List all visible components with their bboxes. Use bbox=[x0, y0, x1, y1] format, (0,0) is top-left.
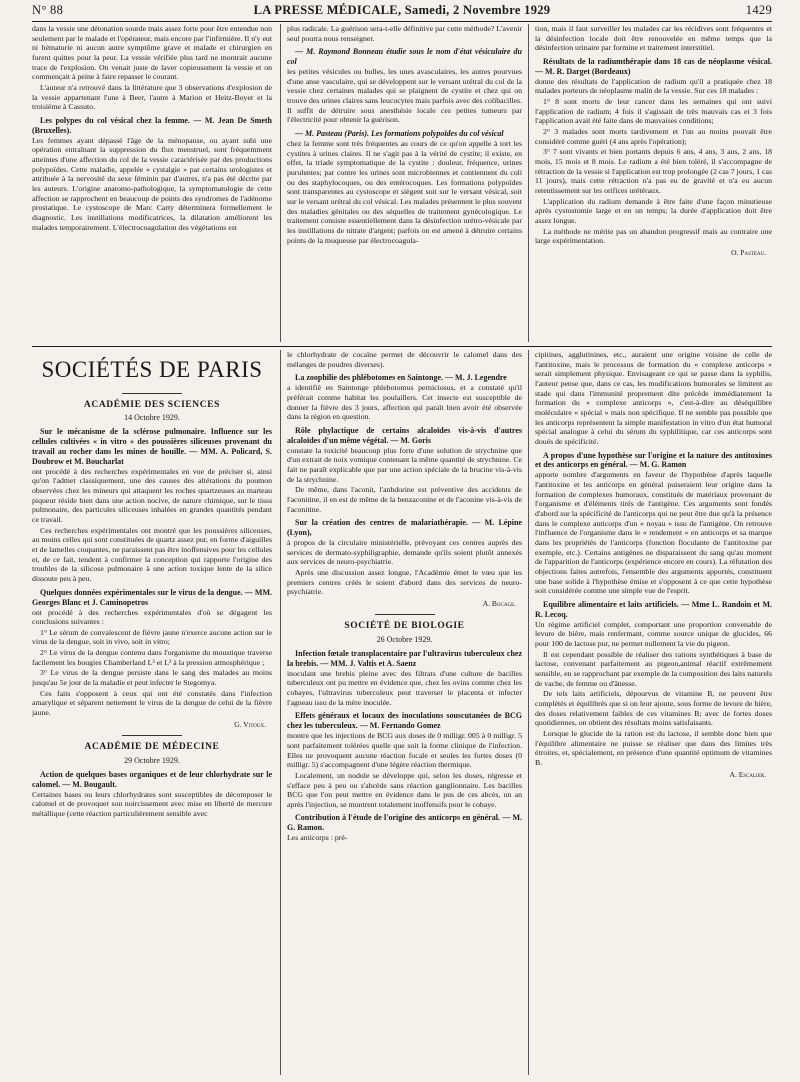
paragraph: 2° Le virus de la dengue contenu dans l'organisme du moustique traverse facilement les bougies Chamberland L³ et L² à la pression atmosphérique ; bbox=[32, 648, 272, 667]
article-heading: Action de quelques bases organiques et de leur chlorhydrate sur le calomel. — M. Bougault. bbox=[32, 769, 272, 789]
paragraph: tion, mais il faut surveiller les malades car les récidives sont fréquentes et la désinfection locale doit être renouvelée en même temps que la désinfection urinaire par formine et traitement interstitiel. bbox=[535, 24, 772, 53]
section-rule bbox=[32, 346, 772, 347]
article-heading: Equilibre alimentaire et laits artificiels. — Mme L. Randoin et M. R. Lecoq. bbox=[535, 599, 772, 619]
paragraph: 1° 8 sont morts de leur cancer dans les semaines qui ont suivi l'application de radium; 4 fois il s'agissait de très mauvais cas et 3 fois l'application avait été faite dans de mauvaises conditions; bbox=[535, 97, 772, 126]
session-date: 14 Octobre 1929. bbox=[124, 413, 180, 423]
paragraph: ont procédé à des recherches expérimentales d'où se dégagent les conclusions suivantes : bbox=[32, 607, 272, 627]
section-title: SOCIÉTÉS DE PARIS bbox=[41, 357, 263, 382]
article-heading: — M. Raymond Bonneau étudie sous le nom d'état vésiculaire du col bbox=[287, 47, 522, 67]
society-heading: ACADÉMIE DES SCIENCES bbox=[83, 399, 221, 410]
article-heading: Sur le mécanisme de la sclérose pulmonaire. Influence sur les cellules cultivées « in vitro » des poussières siliceuses provenant du travail au rocher dans les mines de houille. — MM. A. Policard, S. Doubrow et M. Boucharlat bbox=[32, 427, 272, 466]
paragraph: De tels laits artificiels, dépourvus de vitamine B, ne peuvent être complétés et équilibrés que si on leur ajoute, sous forme de levure de bière, des doses relativement faibles de ces vitamines B; avec de fortes doses quotidiennes, on obtient des résultats moins satisfaisants. bbox=[535, 689, 772, 728]
paragraph: apporte nombre d'arguments en faveur de l'hypothèse d'après laquelle l'antitoxine et les anticorps en général puiseraient leur origine dans la formation de complexes humoraux, constitués de matériaux provenant de l'organisme et d'éléments tirés de l'antigène. Ces arguments sont fondés d'abord sur la spécificité de l'anticorps qui ne peut être due qu'à la présence dans le complexe anticorps d'un « noyau » issu de l'antigène. On retrouve l'influence de l'organisme dans le « rendement » en anticorps et sa marque dans les propriétés de l'anticorps (fonction floculante de l'antitoxine par exemple, etc.). Certains antigènes ne disparaissent du sang qu'au moment de l'apparition de l'anticorps (expérience encore en cours). La réfutation des objections faites autrefois, l'ensemble des arguments apportés, constituent une base solide à l'hypothèse émise et s'opposent à ce que cette hypothèse soit considérée comme une simple vue de l'esprit. bbox=[535, 470, 772, 596]
paragraph: inoculant une brebis pleine avec des filtrats d'une culture de bacilles tuberculeux ont pu mettre en évidence que, chez les ovins comme chez les cobayes, l'ultravirus tuberculeux peut traverser le placenta et infecter l'agneau issu de la mère inoculée. bbox=[287, 668, 522, 707]
paragraph: Les femmes ayant dépassé l'âge de la ménopause, ou ayant subi une opération entraînant la suppression du flux menstruel, sont fréquemment atteintes d'une affection du col de la vessie caractérisée par des productions polypoïdes. Cette maladie, appelée « cystalgie » par certains urologistes et attribuée à la nervosité du sexe féminin par d'autres, n'a pas été décrite par les auteurs. L'origine anatomo-pathologique, la symptomatologie de cette affection se rapprochent en beaucoup de points des syndromes de l'adénome prostatique. Le cystoscope de Marc Carty déterminera formellement le diagnostic. Les instillations modificatrices, la dilatation améliorent les malades temporairement. L'électrocoagulation des végétations est bbox=[32, 135, 272, 232]
session-date: 29 Octobre 1929. bbox=[124, 755, 180, 765]
page-header bbox=[32, 3, 772, 19]
article-heading: Effets généraux et locaux des inoculations souscutanées de BCG chez les tuberculeux. — M. Fernando Gomez bbox=[287, 711, 522, 731]
journal-title: LA PRESSE MÉDICALE, Samedi, 2 Novembre 1929 bbox=[253, 3, 551, 17]
bottom-column-1 bbox=[32, 350, 272, 1075]
article-heading: Résultats de la radiumthérapie dans 18 cas de néoplasme vésical. — M. R. Darget (Bordeaux) bbox=[535, 56, 772, 76]
column-divider bbox=[528, 350, 529, 1075]
article-heading: — M. Pasteau (Paris). Les formations polypoïdes du col vésical bbox=[295, 129, 504, 139]
top-column-3 bbox=[535, 24, 772, 342]
paragraph: Lorsque le glucide de la ration est du lactose, il semble donc bien que l'équilibre alimentaire ne puisse se réaliser que dans des limites très étroites, et, spécialement, en présence d'une quantité optimum de vitamines B. bbox=[535, 728, 772, 767]
signature: A. Escalier. bbox=[729, 769, 766, 779]
paragraph: L'auteur n'a retrouvé dans la littérature que 3 observations d'explosion de la vessie appartenant l'une à Beer, l'autre à Marion et Heitz-Boyer et la troisième à Cassuto. bbox=[32, 82, 272, 112]
separator bbox=[122, 393, 182, 394]
session-date: 26 Octobre 1929. bbox=[376, 635, 433, 645]
separator bbox=[122, 735, 182, 736]
signature: G. Vitoux. bbox=[234, 719, 266, 729]
article-heading: Les polypes du col vésical chez la femme. — M. Jean De Smeth (Bruxelles). bbox=[32, 115, 272, 135]
paragraph: ont procédé à des recherches expérimentales en vue de préciser si, ainsi qu'on l'admet classiquement, une des causes des altérations du poumon observées chez les mineurs qui attaquent les roches quartzeuses au marteau piqueur réside bien dans une action nocive, de nature chimique, sur le tissu pulmonaire, des particules siliceuses inhalées en grandes quantités pendant ce travail. bbox=[32, 466, 272, 525]
paragraph: cipitines, agglutinines, etc., auraient une origine voisine de celle de l'antitoxine, mais le processus de formation du « complexe anticorps » serait simplement physique. Envisageant ce qui se passe dans la syphilis, l'auteur pense que, dans ce cas, les modifications humorales se limitent au stade qui dans l'immunité proprement dite précède immédiatement la formation du « complexe anticorps », c'est-à-dire au déséquilibre moléculaire « spécial » mais non spécifique. Il ne semble pas possible que les anticorps représentent la simple manifestation in vitro d'un état humoral spécial analogue à celui du sérum du syphilitique, car ces anticorps sont doués de spécificité. bbox=[535, 350, 772, 446]
paragraph: Les anticorps : pré- bbox=[287, 833, 348, 843]
signature: O. Pasteau. bbox=[731, 247, 766, 257]
society-heading: ACADÉMIE DE MÉDECINE bbox=[84, 742, 220, 753]
paragraph: chez la femme sont très fréquentes au cours de ce qu'on appelle à tort les cystites à urines claires. Il ne s'agit pas à la vérité de cystite; il existe, en effet, la triade symptomatique de la cystite : douleur, fréquence, urines purulentes; par contre les urines sont microbiennes et contiennent du coli ou des staphylocoques, ou des entérocoques. Les formations polypoïdes sont transparentes au cystoscope et siègent soit sur le versant vésical, soit sur le versant urétral du col vésical. Les malades présentent le plus souvent des maladies génitales ou des séquelles de traitement gynécologique. Le traitement consiste essentiellement dans la désinfection urétro-vésicale par les instillations de nitrate d'argent; parfois on est amené à détruire certains points de la muqueuse par électrocoagula- bbox=[287, 138, 522, 245]
paragraph: montre que les injections de BCG aux doses de 0 milligr. 005 à 0 milligr. 5 sont parfaitement tolérées quelle que soit la forme clinique de l'infection. Elles ne provoquent aucune réaction focale et seules les fortes doses (0 milligr. 5) s'accompagnent d'une légère réaction thermique. bbox=[287, 731, 522, 770]
header-rule bbox=[32, 21, 772, 22]
separator bbox=[375, 614, 435, 615]
paragraph: Localement, un nodule se développe qui, selon les doses, régresse et s'efface peu à peu ou s'abcède sans réaction ganglionnaire. Les bacilles BCG que l'on peut mettre en évidence dans le pus de ces abcès, un an après l'injection, se montrent totalement inoffensifs pour le cobaye. bbox=[287, 770, 522, 809]
paragraph: Après une discussion assez longue, l'Académie émet le vœu que les premiers centres créés le soient d'abord dans des services de neuro-psychiatrie. bbox=[287, 568, 522, 597]
paragraph: Il est cependant possible de réaliser des rations synthétiques à base de lactose, convenant parfaitement au pigeon,animal réactif extrêmement sensible, en se rapprochant par exemple de la composition des laits naturels de vache, de femme ou d'ânesse. bbox=[535, 649, 772, 688]
paragraph: 1° Le sérum de convalescent de fièvre jaune n'exerce aucune action sur le virus de la dengue, soit in vivo, soit in vitro; bbox=[32, 627, 272, 647]
bottom-column-3 bbox=[535, 350, 772, 1075]
paragraph: Certaines bases ou leurs chlorhydrates sont susceptibles de décomposer le calomel et de provoquer son noircissement avec mise en liberté de mercure métallique (cette réaction particulièrement sensible avec bbox=[32, 789, 272, 818]
paragraph: L'application du radium demande à être faite d'une façon minutieuse après cystostomie large et en un temps; la durée d'application doit être assez longue. bbox=[535, 196, 772, 225]
signature: A. Bocage. bbox=[482, 599, 516, 608]
article-heading: La zoophilie des phlébotomes en Saintonge. — M. J. Legendre bbox=[295, 373, 507, 383]
paragraph: 3° Le virus de la dengue persiste dans le sang des malades au moins jusqu'au 5e jour de la maladie et peut infecter le Stegomya. bbox=[32, 668, 272, 688]
article-heading: Infection fœtale transplacentaire par l'ultravirus tuberculeux chez la brebis. — MM. J. Valtis et A. Saenz bbox=[287, 648, 522, 668]
bottom-column-2 bbox=[287, 350, 522, 1075]
paragraph: 3° 7 sont vivants et bien portants depuis 6 ans, 4 ans, 3 ans, 2 ans, 18 mois, 15 mois et 8 mois. Le radium a été bien toléré, il s'accompagne de rétraction de la vessie si l'application est trop prolongée (2 cas 7 jours, 1 cas 11 jours), mais cette rétraction n'a pas eu de gravité et n'a eu aucun retentissement sur les orifices urétéraux. bbox=[535, 147, 772, 195]
society-heading: SOCIÉTÉ DE BIOLOGIE bbox=[344, 621, 465, 632]
article-heading: Contribution à l'étude de l'origine des anticorps en général. — M. G. Ramon. bbox=[287, 813, 522, 833]
column-divider bbox=[280, 350, 281, 1075]
article-heading: Sur la création des centres de malariathérapie. — M. Lépine (Lyon), bbox=[287, 518, 522, 538]
article-heading: Quelques données expérimentales sur le virus de la dengue. — MM. Georges Blanc et J. Caminopetros bbox=[32, 587, 272, 607]
article-heading: Rôle phylactique de certains alcaloïdes vis-à-vis d'autres alcaloïdes d'un même végétal. — M. Goris bbox=[287, 425, 522, 445]
paragraph: La méthode ne mérite pas un abandon progressif mais au contraire une large expérimentation. bbox=[535, 226, 772, 246]
paragraph: à propos de la circulaire ministérielle, prévoyant ces centres auprès des services de dermato-syphiligraphie, demande qu'ils soient plutôt annexés aux services de neuro-psychiatrie. bbox=[287, 538, 522, 567]
column-divider bbox=[280, 24, 281, 342]
paragraph: les petites vésicules ou bulles, les unes avasculaires, les autres pourvues d'une anse vasculaire, qui se développent sur le versant urétral du col de la vessie chez certaines malades qui se plaignent de cystite et chez qui on trouve des urines claires sans leucocytes mais parfois avec des colibacilles. Il suffit de détruire sous anesthésie locale ces petites tumeurs par l'électricité pour obtenir la guérison. bbox=[287, 67, 522, 125]
paragraph: Un régime artificiel complet, comportant une proportion convenable de levure de bière, mais renfermant, comme source unique de glucides, 66 pour 100 de lactose pur, ne permet nullement la vie du pigeon. bbox=[535, 619, 772, 649]
column-divider bbox=[528, 24, 529, 342]
page-number: 1429 bbox=[745, 3, 772, 17]
top-column-1 bbox=[32, 24, 272, 342]
paragraph: Ces recherches expérimentales ont montré que les poussières siliceuses, au moins celles qui sont constituées de quartz assez pur, en forme d'aiguilles et de lamelles coupantes, ne paraissent pas être inoffensives pour les cellules et, de ce fait, tendent à confirmer la conception qui rapporte l'origine des troubles de la silicose pulmonaire à une action toxique lente de la silice dissoute peu à peu. bbox=[32, 525, 272, 584]
paragraph: 2° 3 malades sont morts tardivement et l'un au moins pouvait être considéré comme guéri (4 ans après l'opération); bbox=[535, 127, 772, 146]
top-column-2 bbox=[287, 24, 522, 342]
paragraph: plus radicale. La guérison sera-t-elle définitive par cette méthode? L'avenir seul pourra nous renseigner. bbox=[287, 24, 522, 43]
paragraph: a identifié en Saintonge phlebotomus perniciosus, et a constaté qu'il préférait comme habitat les poulaillers. Cet insecte est susceptible de donner la fièvre des 3 jours, affection qui paraît bien avoir été observée dans la région en question. bbox=[287, 383, 522, 422]
paragraph: donne des résultats de l'application de radium qu'il a pratiquée chez 18 malades porteurs de néoplasme malin de la vessie. Sur ces 18 malades : bbox=[535, 76, 772, 96]
article-heading: A propos d'une hypothèse sur l'origine et la nature des antitoxines et des anticorps en général. — M. G. Ramon bbox=[535, 450, 772, 470]
paragraph: constate la toxicité beaucoup plus forte d'une solution de strychnine que d'un extrait de noix vomique contenant la même quantité de strychnine. Ce fait ne paraît explicable que par une action spéciale de la brucine vis-à-vis de la strychnine. bbox=[287, 445, 522, 484]
paragraph: le chlorhydrate de cocaïne permet de découvrir le calomel dans des mélanges de poudres diverses). bbox=[287, 350, 522, 369]
issue-number: N° 88 bbox=[32, 3, 64, 17]
paragraph: De même, dans l'aconit, l'anhdorine est préventive des accidents de l'aconitine, il en est de même de la benzaconine et de l'aconine vis-à-vis de l'aconitine. bbox=[287, 485, 522, 514]
paragraph: dans la vessie une détonation sourde mais assez forte pour être entendue non seulement par le malade et l'opérateur, mais encore par l'infirmière. Il n'y eut ni hématurie ni aucun autre symptôme grave et malade et chirurgien en furent quittes pour la peur. La vessie vérifiée plus tard ne montrait aucune trace de l'explosion. On venait juste de laver copieusement la vessie et on commençait à peine à faire repasser le courant. bbox=[32, 24, 272, 82]
paragraph: Ces faits s'opposent à ceux qui ont été constatés dans l'infection amarylique et séparent nettement le virus de la dengue de celui de la fièvre jaune. bbox=[32, 688, 272, 718]
